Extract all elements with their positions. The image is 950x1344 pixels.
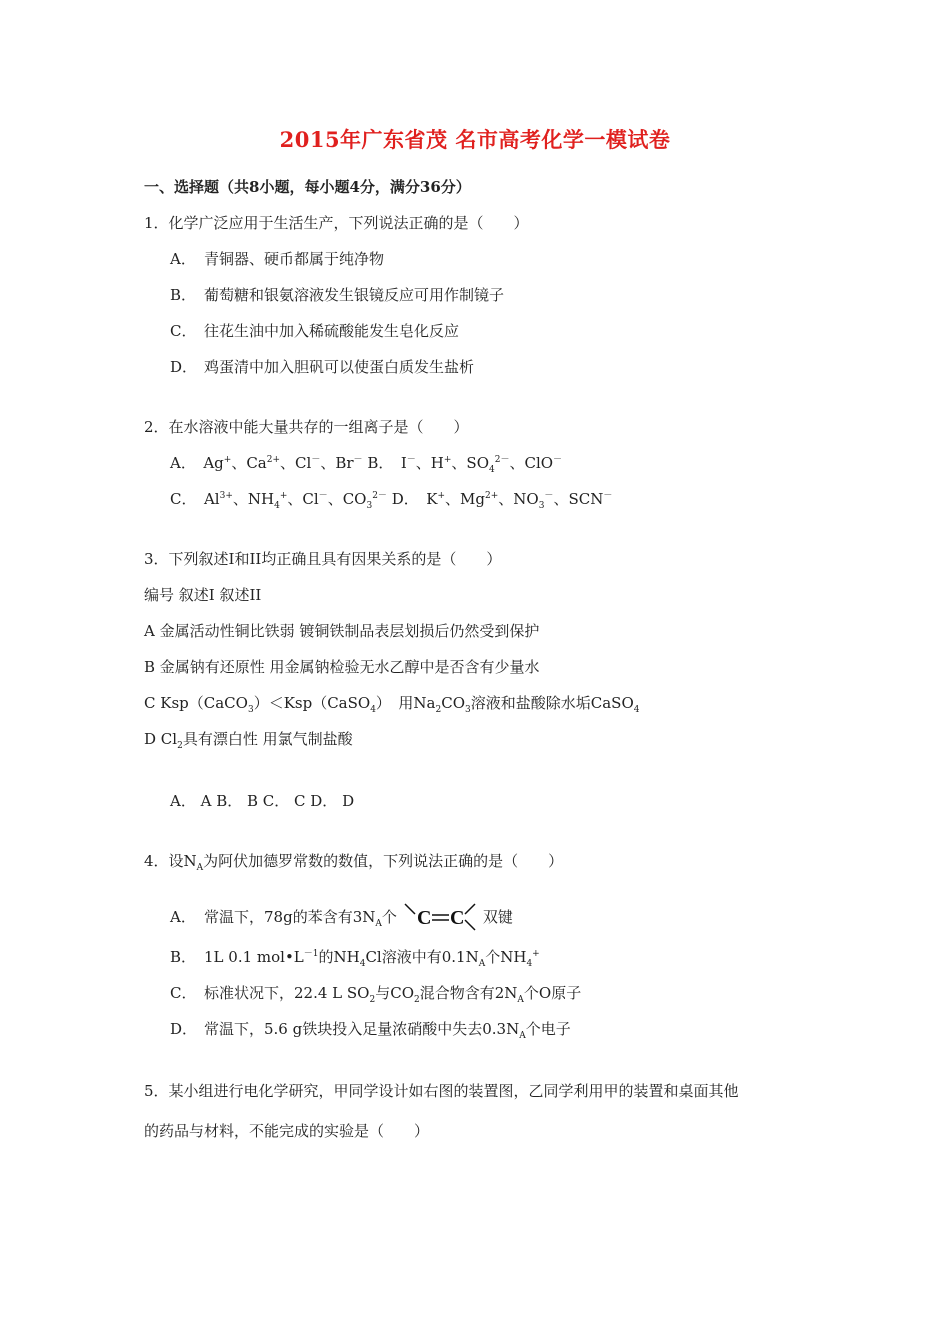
- carbon-double-bond-structure: [401, 898, 479, 938]
- q3-row-d: D $Cl_2$具有漂白性 用氯气制盐酸: [144, 730, 353, 751]
- q3-table-header: 编号 叙述I 叙述II: [144, 586, 262, 604]
- question-1-stem: 1．化学广泛应用于生活生产，下列说法正确的是（ ）: [144, 214, 529, 232]
- svg-text:C: C: [449, 907, 465, 929]
- exam-title: 2015年广东省茂 名市高考化学一模试卷: [279, 127, 671, 152]
- q1-option-d: D． 鸡蛋清中加入胆矾可以使蛋白质发生盐析: [170, 358, 475, 376]
- question-2-stem: 2．在水溶液中能大量共存的一组离子是（ ）: [144, 418, 469, 436]
- q2-options-cd: C． $Al^{3+}$、$NH_4^+$、Cl－、$CO_3^{2-}$ D． K+、$Mg^{2+}$、$NO_3^-$、SCN－: [170, 490, 613, 511]
- question-3-stem: 3．下列叙述I和II均正确且具有因果关系的是（ ）: [144, 550, 502, 568]
- question-4-stem: 4．设$N_A$为阿伏加德罗常数的数值，下列说法正确的是（ ）: [144, 852, 564, 873]
- q4-option-a: A． 常温下，78g的苯含有$3N_A$个 C C 双键: [170, 898, 513, 938]
- question-5-stem-line-1: 5．某小组进行电化学研究，甲同学设计如右图的装置图，乙同学利用甲的装置和桌面其他: [144, 1082, 739, 1100]
- q1-option-a: A． 青铜器、硬币都属于纯净物: [170, 250, 385, 268]
- q3-row-c: C Ksp（CaCO$_3$）＜Ksp（CaSO$_4$） 用$Na_2CO_3$溶液和盐酸除水垢CaSO$_4$: [144, 694, 640, 715]
- q3-row-a: A 金属活动性铜比铁弱 镀铜铁制品表层划损后仍然受到保护: [144, 622, 540, 640]
- svg-text:C: C: [416, 907, 432, 929]
- q1-option-b: B． 葡萄糖和银氨溶液发生银镜反应可用作制镜子: [170, 286, 505, 304]
- question-5-stem-line-2: 的药品与材料，不能完成的实验是（ ）: [144, 1122, 430, 1140]
- q1-option-c: C． 往花生油中加入稀硫酸能发生皂化反应: [170, 322, 460, 340]
- q3-answer-options: A． A B． B C． C D． D: [170, 792, 355, 810]
- q3-row-b: B 金属钠有还原性 用金属钠检验无水乙醇中是否含有少量水: [144, 658, 540, 676]
- q2-options-ab: A． Ag+、$Ca^{2+}$、Cl－、Br－ B． I－、H+、$SO_4^{2-}$、ClO－: [170, 454, 563, 475]
- q4-option-b: B． 1L 0.1 $mol•L^{-1}$的$NH_4Cl$溶液中有$0.1N_A$个$NH_4^+$: [170, 948, 540, 969]
- section-heading: 一、选择题（共8小题，每小题4分，满分36分）: [144, 178, 471, 196]
- q4-option-c: C． 标准状况下，22.4 L $SO_2$与$CO_2$混合物含有$2N_A$个O原子: [170, 984, 582, 1005]
- q4-option-d: D． 常温下，5.6 g铁块投入足量浓硝酸中失去$0.3N_A$个电子: [170, 1020, 571, 1041]
